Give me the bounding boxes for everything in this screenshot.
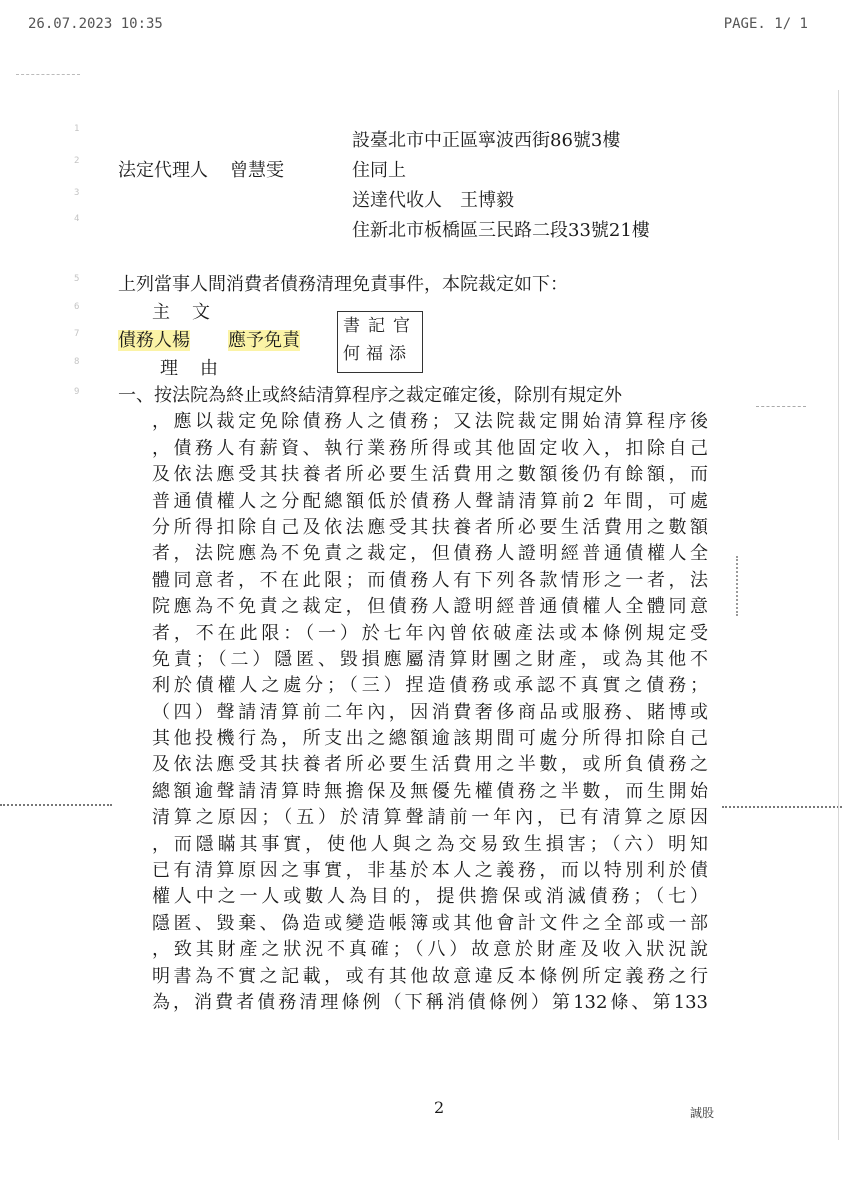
body-line: 分所得扣除自己及依法應受其扶養者所必要生活費用之數額 <box>152 516 708 538</box>
body-line: ，債務人有薪資、執行業務所得或其他固定收入，扣除自己 <box>152 437 708 459</box>
body-line: 及依法應受其扶養者所必要生活費用之半數，或所負債務之 <box>152 754 708 776</box>
body-line: 其他投機行為，所支出之總額逾該期間可處分所得扣除自己 <box>152 728 708 750</box>
body-line: 已有清算原因之事實，非基於本人之義務，而以特別利於債 <box>152 860 708 882</box>
ruling-line <box>118 326 300 352</box>
line-number: 6 <box>74 302 80 312</box>
service-agent: 送達代收人 王博毅 <box>352 190 514 211</box>
line-number: 3 <box>74 188 80 198</box>
body-line: ，應以裁定免除債務人之債務；又法院裁定開始清算程序後 <box>152 411 708 433</box>
body-line: 普通債權人之分配總額低於債務人聲請清算前2 年間，可處 <box>152 490 708 512</box>
body-line: 者，法院應為不免責之裁定，但債務人證明經普通債權人全 <box>152 543 708 565</box>
body-line: 總額逾聲請清算時無擔保及無優先權債務之半數，而生開始 <box>152 780 708 802</box>
fax-page-indicator: PAGE. 1/ 1 <box>723 16 808 32</box>
fax-datetime: 26.07.2023 10:35 <box>28 16 163 32</box>
body-line: ，致其財產之狀況不真確；（八）故意於財產及收入狀況說 <box>152 939 708 961</box>
scan-artifact <box>736 556 768 616</box>
intro-sentence: 上列當事人間消費者債務清理免責事件，本院裁定如下： <box>118 274 568 295</box>
body-line: 權人中之一人或數人為目的，提供擔保或消滅債務；（七） <box>152 886 708 908</box>
body-line: 明書為不實之記載，或有其他故意違反本條例所定義務之行 <box>152 965 708 987</box>
ruling-debtor: 債務人楊 <box>118 330 190 351</box>
scan-artifact <box>722 806 842 810</box>
line-number: 2 <box>74 156 80 166</box>
ruling-discharge: 應予免責 <box>228 330 300 351</box>
line-number: 1 <box>74 124 80 134</box>
body-line: （四）聲請清算前二年內，因消費奢侈商品或服務、賭博或 <box>152 701 708 723</box>
line-number: 4 <box>74 214 80 224</box>
main-heading: 主文 <box>152 302 232 323</box>
scan-artifact <box>16 74 80 77</box>
body-line: 隱匿、毀棄、偽造或變造帳簿或其他會計文件之全部或一部 <box>152 912 708 934</box>
body-line: 免責；（二）隱匿、毀損應屬清算財團之財產，或為其他不 <box>152 648 708 670</box>
service-agent-address: 住新北市板橋區三民路二段33號21樓 <box>352 220 650 241</box>
page-number: 2 <box>434 1098 445 1117</box>
body-line: 一、按法院為終止或終結清算程序之裁定確定後，除別有規定外 <box>118 385 622 406</box>
party-address: 設臺北市中正區寧波西街86號3樓 <box>352 130 621 151</box>
body-line: 體同意者，不在此限；而債務人有下列各款情形之一者，法 <box>152 569 708 591</box>
clerk-seal <box>337 311 423 373</box>
body-line: 院應為不免責之裁定，但債務人證明經普通債權人全體同意 <box>152 596 708 618</box>
body-line: 清算之原因；（五）於清算聲請前一年內，已有清算之原因 <box>152 807 708 829</box>
body-line: 為，消費者債務清理條例（下稱消債條例）第132條、第133 <box>152 991 708 1013</box>
line-number: 9 <box>74 387 80 397</box>
division-label: 誠股 <box>690 1106 715 1120</box>
legal-rep-name: 曾慧雯 <box>230 160 284 181</box>
seal-name: 何福添 <box>343 344 412 364</box>
scan-artifact <box>0 804 112 808</box>
page-edge <box>838 90 839 1140</box>
line-number: 5 <box>74 274 80 284</box>
line-number: 8 <box>74 357 80 367</box>
scan-artifact <box>756 406 806 409</box>
seal-title: 書記官 <box>343 316 418 336</box>
body-line: 及依法應受其扶養者所必要生活費用之數額後仍有餘額，而 <box>152 464 708 486</box>
fax-header <box>28 16 808 38</box>
line-number: 7 <box>74 329 80 339</box>
body-line: 者，不在此限：（一）於七年內曾依破產法或本條例規定受 <box>152 622 708 644</box>
legal-rep-label: 法定代理人 <box>118 160 208 181</box>
body-line: 利於債權人之處分；（三）捏造債務或承認不真實之債務； <box>152 675 708 697</box>
legal-rep-address: 住同上 <box>352 160 406 181</box>
reasoning-body <box>118 383 708 1016</box>
reason-heading: 理由 <box>160 358 240 379</box>
body-line: ，而隱瞞其事實，使他人與之為交易致生損害；（六）明知 <box>152 833 708 855</box>
